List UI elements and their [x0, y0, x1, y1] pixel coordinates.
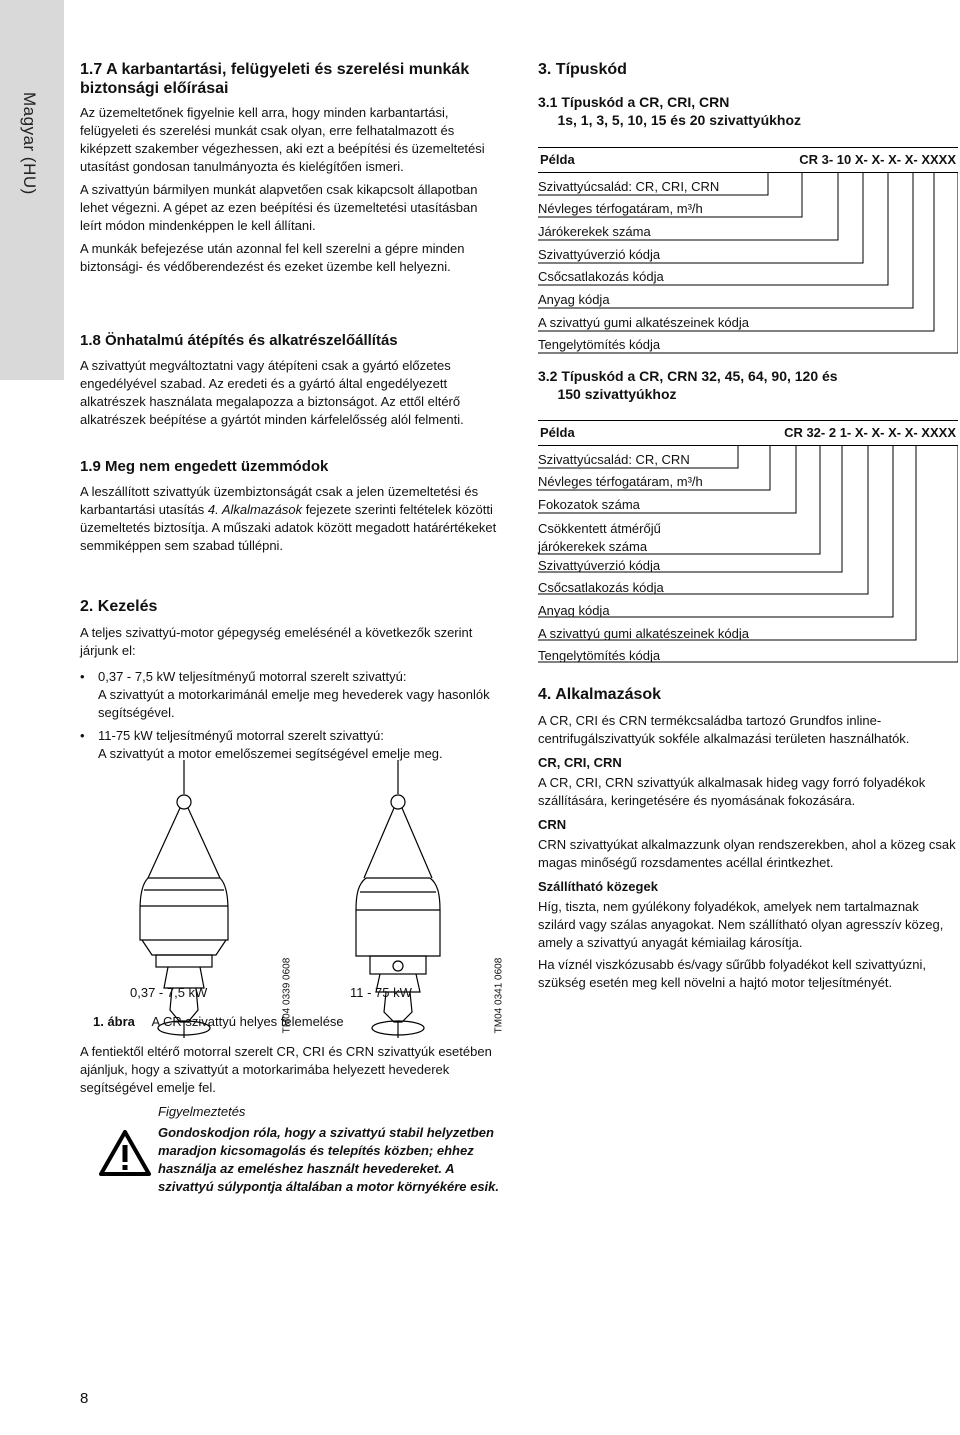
language-tab	[0, 0, 64, 380]
type-code-item: Szivattyúverzió kódja	[538, 247, 661, 262]
type-code-item: Névleges térfogatáram, m³/h	[538, 201, 703, 216]
section-1-7-p1: Az üzemeltetőnek figyelnie kell arra, hogy minden karbantartási, felügyeleti és szerelési munkát csak olyan, erre felhatalmazott és kiképzett szakember végezhessen, aki ezt a beépítési és üzemeltetési utasítást gondosan tanulmányozta és kielégítően ismeri.	[80, 105, 485, 174]
example-code: CR 32- 2 1- X- X- X- X- XXXX	[784, 425, 956, 440]
type-code-item: Szivattyúcsalád: CR, CRN	[538, 452, 690, 467]
example-code: CR 3- 10 X- X- X- X- XXXX	[799, 152, 956, 167]
section-2-intro: A teljes szivattyú-motor gépegység emelésénél a következők szerint járjunk el:	[80, 625, 473, 658]
page-number: 8	[80, 1390, 89, 1407]
section-4-p-media-1: Híg, tiszta, nem gyúlékony folyadékok, amelyek nem tartalmaznak szilárd vagy szálas anyagokat. Nem szállítható olyan agresszív közeg, amely a szivattyú anyagát kémiailag károsítja.	[538, 899, 944, 950]
type-code-table-2	[538, 420, 958, 670]
type-code-item: Anyag kódja	[538, 603, 610, 618]
figure-label-small-motor: 0,37 - 7,5 kW	[130, 985, 208, 1000]
type-code-item: Szivattyúcsalád: CR, CRI, CRN	[538, 179, 720, 194]
type-code-item: Csőcsatlakozás kódja	[538, 580, 664, 595]
section-4	[538, 685, 958, 992]
section-1-7	[80, 60, 500, 276]
warning-icon	[98, 1129, 152, 1177]
type-code-item: Járókerekek száma	[538, 224, 651, 239]
lifting-bullets	[80, 668, 500, 763]
section-1-8-heading: 1.8 Önhatalmú átépítés és alkatrészelőállítás	[80, 332, 398, 349]
section-4-p-crn: CRN szivattyúkat alkalmazzunk olyan rendszerekben, ahol a közeg csak magas minőségű rozsdamentes acéllal érintkezhet.	[538, 837, 956, 870]
section-3-heading: 3. Típuskód	[538, 61, 627, 78]
type-code-item: Tengelytömítés kódja	[538, 337, 661, 352]
section-1-9-p1: A leszállított szivattyúk üzembiztonságát csak a jelen üzemeltetési és karbantartási utasítás 4. Alkalmazások fejezete szerinti feltételek közötti üzemeltetés biztosítja. A műszaki adatok között megadott határértékeket semmiképpen sem szabad túllépni.	[80, 484, 497, 553]
type-code-item: A szivattyú gumi alkatészeinek kódja	[538, 626, 749, 641]
section-1-8-p1: A szivattyút megváltoztatni vagy átépíteni csak a gyártó előzetes engedélyével szabad. Az eredeti és a gyártó által engedélyezett alkatrészek használata megalapozza a biztonságot. Az ettől eltérő alkatrészek beépítése a gyártót minden kárfelelősség alól felmenti.	[80, 358, 464, 427]
warning-text: Gondoskodjon róla, hogy a szivattyú stabil helyzetben maradjon kicsomagolás és telepítés közben; ehhez használja az emeléshez használt hevedereket. A szivattyú súlypontja általában a motor környékére esik.	[158, 1125, 500, 1194]
figure-code-right: TM04 0341 0608	[493, 957, 505, 1034]
type-code-item: Tengelytömítés kódja	[538, 648, 661, 663]
section-4-heading: 4. Alkalmazások	[538, 686, 662, 703]
section-2-heading: 2. Kezelés	[80, 598, 158, 615]
section-1-7-p2: A szivattyún bármilyen munkát alapvetően csak kikapcsolt állapotban lehet végezni. A gépet az ezen beépítési és üzemeltetési utasításban leírt módon mindenképpen le kell állítani.	[80, 182, 478, 233]
section-1-7-p3: A munkák befejezése után azonnal fel kell szerelni a gépre minden biztonsági- és védőberendezést és ezeket üzembe kell helyezni.	[80, 241, 465, 274]
section-1-9	[80, 458, 500, 555]
section-4-subheading-media: Szállítható közegek	[538, 879, 658, 894]
warning-title: Figyelmeztetés	[158, 1104, 246, 1119]
type-code-item: Csőcsatlakozás kódja	[538, 269, 664, 284]
section-1-8	[80, 332, 500, 429]
chapter-reference: 4. Alkalmazások	[207, 502, 303, 517]
type-code-item: Csökkentett átmérőjű járókerekek száma	[538, 521, 661, 554]
figure-code-left: TM04 0339 0608	[281, 957, 293, 1034]
section-3-1-heading: 3.1 Típuskód a CR, CRI, CRN 1s, 1, 3, 5, 10, 15 és 20 szivattyúkhoz	[538, 94, 802, 128]
section-1-7-heading: 1.7 A karbantartási, felügyeleti és szerelési munkák biztonsági előírásai	[80, 61, 470, 97]
section-4-subheading-cr: CR, CRI, CRN	[538, 755, 622, 770]
section-1-9-heading: 1.9 Meg nem engedett üzemmódok	[80, 458, 329, 475]
example-label: Példa	[540, 425, 575, 440]
section-4-p-cr: A CR, CRI, CRN szivattyúk alkalmasak hideg vagy forró folyadékok szállítására, keringetésére és nyomásának fokozására.	[538, 775, 926, 808]
type-code-item: Szivattyúverzió kódja	[538, 558, 661, 573]
figure-caption-number: 1. ábra	[93, 1014, 135, 1029]
section-2	[80, 597, 500, 768]
type-code-item: Fokozatok száma	[538, 497, 640, 512]
type-code-item: A szivattyú gumi alkatészeinek kódja	[538, 315, 749, 330]
example-label: Példa	[540, 152, 575, 167]
figure-caption-text: A CR szivattyú helyes felemelése	[151, 1014, 344, 1029]
section-4-p1: A CR, CRI és CRN termékcsaládba tartozó Grundfos inline-centrifugálszivattyúk sokféle alkalmazási területen használhatók.	[538, 713, 910, 746]
section-4-p-media-2: Ha víznél viszkózusabb és/vagy sűrűbb folyadékot kell szivattyúzni, szükség esetén meg kell növelni a hajtó motor teljesítményét.	[538, 957, 927, 990]
list-item: • 0,37 - 7,5 kW teljesítményű motorral szerelt szivattyú: A szivattyút a motorkarimánál emelje meg hevederek vagy hasonlók segítségével.	[80, 669, 490, 720]
figure-caption	[93, 1014, 344, 1029]
figure-label-large-motor: 11 - 75 kW	[350, 985, 412, 1000]
after-figure-paragraph: A fentiektől eltérő motorral szerelt CR, CRI és CRN szivattyúk esetében ajánljuk, hogy a szivattyút a motorkarimába helyezett hevederek segítségével emelje fel.	[80, 1044, 492, 1095]
type-code-item: Névleges térfogatáram, m³/h	[538, 474, 703, 489]
section-4-subheading-crn: CRN	[538, 817, 567, 832]
language-tab-label: Magyar (HU)	[20, 92, 39, 195]
type-code-item: Anyag kódja	[538, 292, 610, 307]
type-code-table-1	[538, 147, 958, 387]
section-3-2-heading: 3.2 Típuskód a CR, CRN 32, 45, 64, 90, 120 és 150 szivattyúkhoz	[538, 368, 838, 402]
list-item: • 11-75 kW teljesítményű motorral szerelt szivattyú: A szivattyút a motor emelőszemei segítségével emelje meg.	[80, 728, 443, 761]
